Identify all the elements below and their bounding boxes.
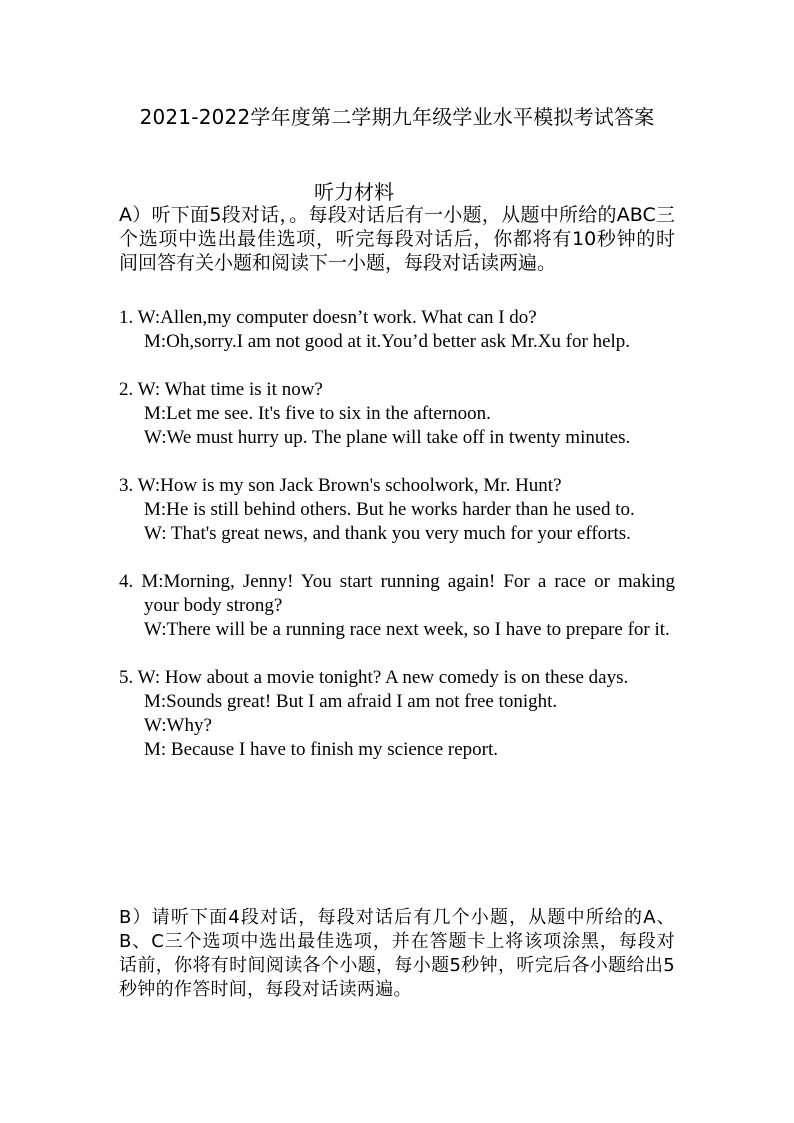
section-b-instructions: B）请听下面4段对话，每段对话后有几个小题，从题中所给的A、B、C三个选项中选出最佳选项，并在答题卡上将该项涂黑，每段对话前，你将有时间阅读各个小题，每小题5秒钟，听完后各小题给出5秒钟的作答时间，每段对话读两遍。 [119, 907, 675, 1000]
dialogue-line: M:He is still behind others. But he works harder than he used to. [144, 499, 635, 520]
dialogue-5 [119, 666, 675, 762]
dialogue-3 [119, 474, 675, 546]
dialogue-line: M:Let me see. It's five to six in the afternoon. [144, 403, 491, 424]
dialogue-1 [119, 306, 675, 354]
dialogue-list [119, 306, 675, 762]
dialogue-line: M: Because I have to finish my science report. [144, 739, 499, 760]
dialogue-2 [119, 378, 675, 450]
section-heading: 听力材料 [314, 180, 394, 204]
dialogue-line: W:We must hurry up. The plane will take off in twenty minutes. [144, 427, 631, 448]
dialogue-line: M:Sounds great! But I am afraid I am not free tonight. [144, 691, 558, 712]
section-a-instructions: A）听下面5段对话，。每段对话后有一小题，从题中所给的ABC三个选项中选出最佳选项，听完每段对话后，你都将有10秒钟的时间回答有关小题和阅读下一小题，每段对话读两遍。 [119, 204, 675, 274]
dialogue-line: 1. W:Allen,my computer doesn’t work. What can I do? [119, 307, 537, 328]
dialogue-line: W:Why? [144, 715, 212, 736]
dialogue-line: 3. W:How is my son Jack Brown's schoolwork, Mr. Hunt? [119, 475, 562, 496]
dialogue-line: W: That's great news, and thank you very much for your efforts. [144, 523, 631, 544]
dialogue-line: W:There will be a running race next week, so I have to prepare for it. [144, 619, 670, 640]
dialogue-line: 4. M:Morning, Jenny! You start running again! For a race or making your body strong? [119, 571, 675, 616]
document-title: 2021-2022学年度第二学期九年级学业水平模拟考试答案 [139, 105, 655, 129]
dialogue-line: 2. W: What time is it now? [119, 379, 323, 400]
dialogue-line: M:Oh,sorry.I am not good at it.You’d better ask Mr.Xu for help. [144, 331, 631, 352]
dialogue-4 [119, 570, 675, 642]
dialogue-line: 5. W: How about a movie tonight? A new comedy is on these days. [119, 667, 629, 688]
